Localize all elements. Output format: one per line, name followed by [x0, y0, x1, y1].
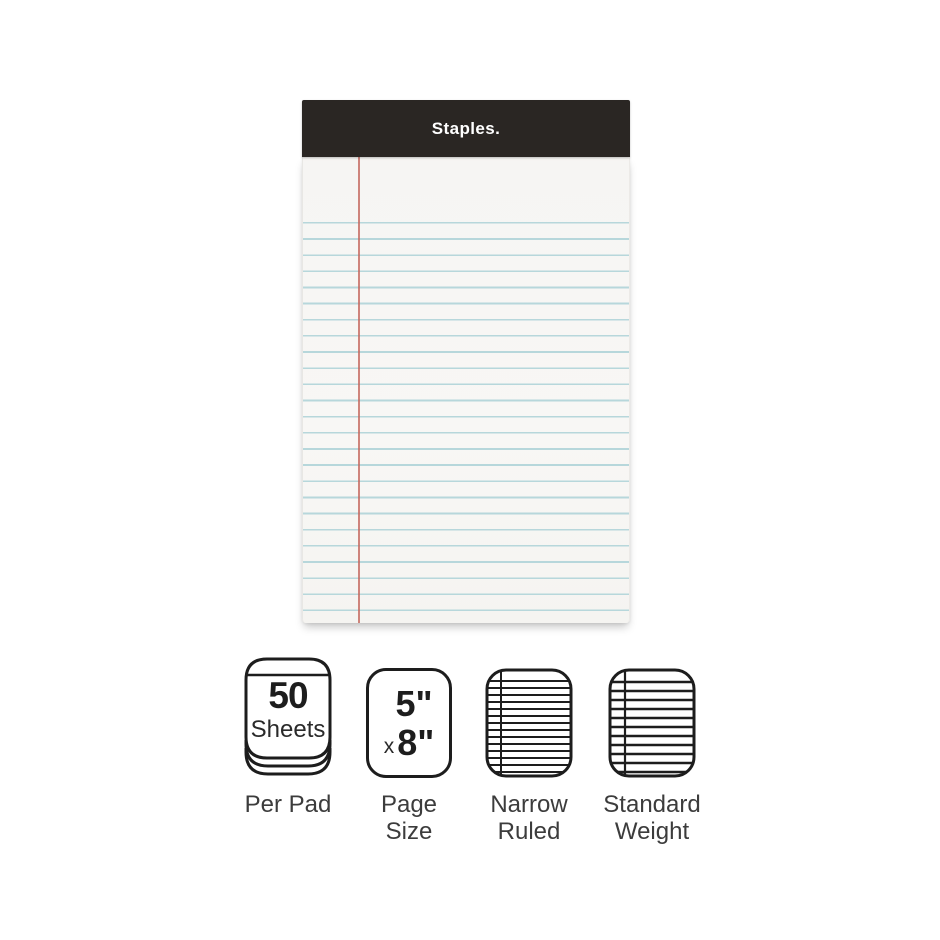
feature-sheets-per-pad [226, 652, 350, 818]
staples-logo: Staples. [431, 118, 501, 138]
sheet-count: 50 [268, 675, 308, 716]
margin-line [358, 157, 360, 623]
page-width: 8" [397, 721, 435, 763]
pad-stack-icon [243, 656, 333, 778]
page-size-icon [366, 668, 452, 778]
feature-standard-weight [590, 652, 714, 845]
narrow-ruled-icon [485, 668, 573, 778]
standard-weight-icon [608, 668, 696, 778]
multiply-sign: x [383, 734, 395, 758]
sheet-unit: Sheets [250, 716, 326, 743]
feature-caption: Page Size [380, 791, 438, 845]
page-height: 5" [395, 682, 433, 724]
feature-caption: Standard Weight [603, 791, 701, 845]
pad-paper [302, 157, 630, 623]
pad-header [302, 100, 630, 157]
feature-caption: Narrow Ruled [490, 791, 568, 845]
feature-caption: Per Pad [244, 791, 332, 818]
legal-pad [302, 100, 630, 623]
feature-page-size [347, 652, 471, 845]
ruled-lines [303, 222, 629, 611]
feature-narrow-ruled [467, 652, 591, 845]
